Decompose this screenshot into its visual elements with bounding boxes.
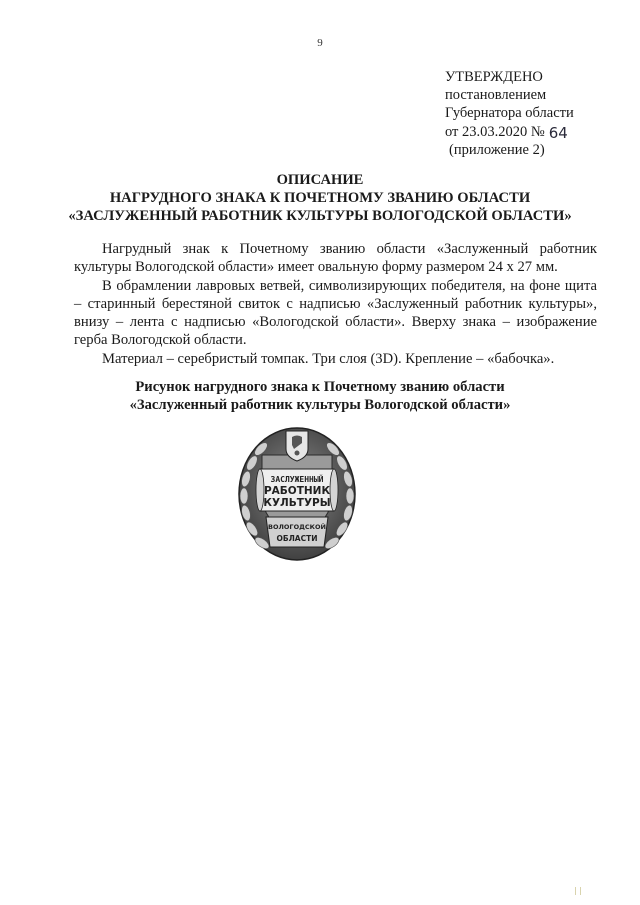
figure-caption-line-1: Рисунок нагрудного знака к Почетному званию области	[135, 379, 505, 395]
page-number: 9	[317, 37, 323, 49]
coat-of-arms-icon	[286, 431, 308, 461]
badge-scroll-line-3: КУЛЬТУРЫ	[263, 497, 331, 509]
badge-image	[234, 425, 360, 563]
approval-line-4	[445, 122, 574, 141]
approval-date: от 23.03.2020 №	[445, 124, 545, 140]
document-title	[40, 171, 600, 225]
approval-appendix: (приложение 2)	[449, 142, 545, 158]
approval-stamp	[445, 68, 574, 159]
approval-line-2: постановлением	[445, 87, 547, 103]
badge-ribbon-line-1: ВОЛОГОДСКОЙ	[268, 523, 326, 531]
title-line-2: НАГРУДНОГО ЗНАКА К ПОЧЕТНОМУ ЗВАНИЮ ОБЛАСТИ	[109, 190, 531, 206]
figure-caption	[40, 378, 600, 414]
figure-caption-line-2: «Заслуженный работник культуры Вологодской области»	[129, 397, 511, 413]
approval-line-3: Губернатора области	[445, 105, 574, 121]
title-line-3: «ЗАСЛУЖЕННЫЙ РАБОТНИК КУЛЬТУРЫ ВОЛОГОДСКОЙ ОБЛАСТИ»	[68, 208, 572, 224]
badge-ribbon-line-2: ОБЛАСТИ	[276, 534, 318, 543]
badge-scroll-line-2: РАБОТНИК	[263, 485, 331, 497]
title-line-1: ОПИСАНИЕ	[276, 172, 364, 188]
description-body	[74, 240, 597, 368]
handwritten-number: 64	[548, 124, 568, 142]
approval-line-1: УТВЕРЖДЕНО	[445, 69, 543, 85]
footer-marks: | |	[574, 886, 582, 895]
paragraph-2: В обрамлении лавровых ветвей, символизирующих победителя, на фоне щита – старинный берестяной свиток с надписью «Заслуженный работник культуры», внизу – лента с надписью «Вологодской области». Вверху знака – изображение герба Вологодской области.	[74, 277, 597, 349]
paragraph-3: Материал – серебристый томпак. Три слоя (3D). Крепление – «бабочка».	[102, 350, 555, 367]
badge-scroll-line-1: ЗАСЛУЖЕННЫЙ	[270, 475, 324, 484]
paragraph-1: Нагрудный знак к Почетному званию области «Заслуженный работник культуры Вологодской области» имеет овальную форму размером 24 х 27 мм.	[74, 241, 597, 276]
